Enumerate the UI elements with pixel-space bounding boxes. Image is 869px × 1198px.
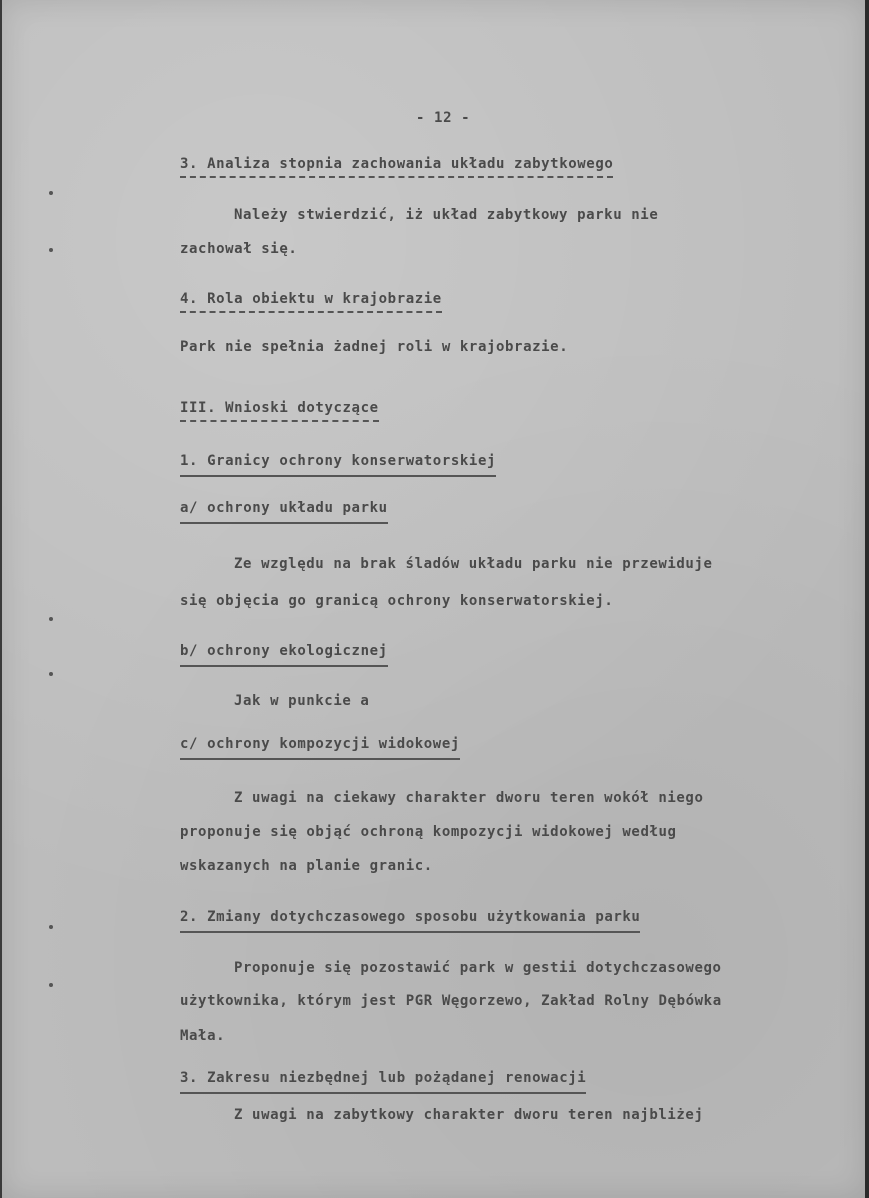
conclusion-3-text-line-1: Z uwagi na zabytkowy charakter dworu teren najbliżej: [234, 1107, 704, 1123]
conclusion-2-text-line-1: Proponuje się pozostawić park w gestii dotychczasowego: [234, 960, 722, 976]
conclusion-1-heading: 1. Granicy ochrony konserwatorskiej: [180, 452, 496, 477]
conclusion-2-text-line-3: Mała.: [180, 1028, 226, 1044]
conclusion-2-text-line-2: użytkownika, którym jest PGR Węgorzewo, Zakład Rolny Dębówka: [180, 993, 722, 1009]
subsection-b-heading: b/ ochrony ekologicznej: [180, 642, 388, 667]
subsection-c-heading: c/ ochrony kompozycji widokowej: [180, 735, 460, 760]
subsection-b-text-line-1: Jak w punkcie a: [234, 693, 370, 709]
section-4-text-line-1: Park nie spełnia żadnej roli w krajobrazie.: [180, 339, 569, 355]
subsection-a-text-line-2: się objęcia go granicą ochrony konserwatorskiej.: [180, 593, 614, 609]
conclusion-3-heading: 3. Zakresu niezbędnej lub pożądanej renowacji: [180, 1069, 586, 1094]
subsection-a-text-line-1: Ze względu na brak śladów układu parku nie przewiduje: [234, 556, 713, 572]
section-3-text-line-1: Należy stwierdzić, iż układ zabytkowy parku nie: [234, 207, 659, 223]
punch-mark: [49, 248, 53, 252]
chapter-III-heading: III. Wnioski dotyczące: [180, 399, 379, 422]
section-3-heading: 3. Analiza stopnia zachowania układu zabytkowego: [180, 155, 613, 178]
subsection-a-heading: a/ ochrony układu parku: [180, 499, 388, 524]
page-edge: [865, 0, 869, 1198]
punch-mark: [49, 672, 53, 676]
document-page: [2, 0, 866, 1198]
section-3-text-line-2: zachował się.: [180, 241, 298, 257]
subsection-c-text-line-3: wskazanych na planie granic.: [180, 858, 433, 874]
punch-mark: [49, 983, 53, 987]
page-number: - 12 -: [416, 110, 471, 126]
section-4-heading: 4. Rola obiektu w krajobrazie: [180, 290, 442, 313]
conclusion-2-heading: 2. Zmiany dotychczasowego sposobu użytkowania parku: [180, 908, 640, 933]
subsection-c-text-line-1: Z uwagi na ciekawy charakter dworu teren wokół niego: [234, 790, 704, 806]
punch-mark: [49, 925, 53, 929]
punch-mark: [49, 191, 53, 195]
subsection-c-text-line-2: proponuje się objąć ochroną kompozycji widokowej według: [180, 824, 677, 840]
punch-mark: [49, 617, 53, 621]
